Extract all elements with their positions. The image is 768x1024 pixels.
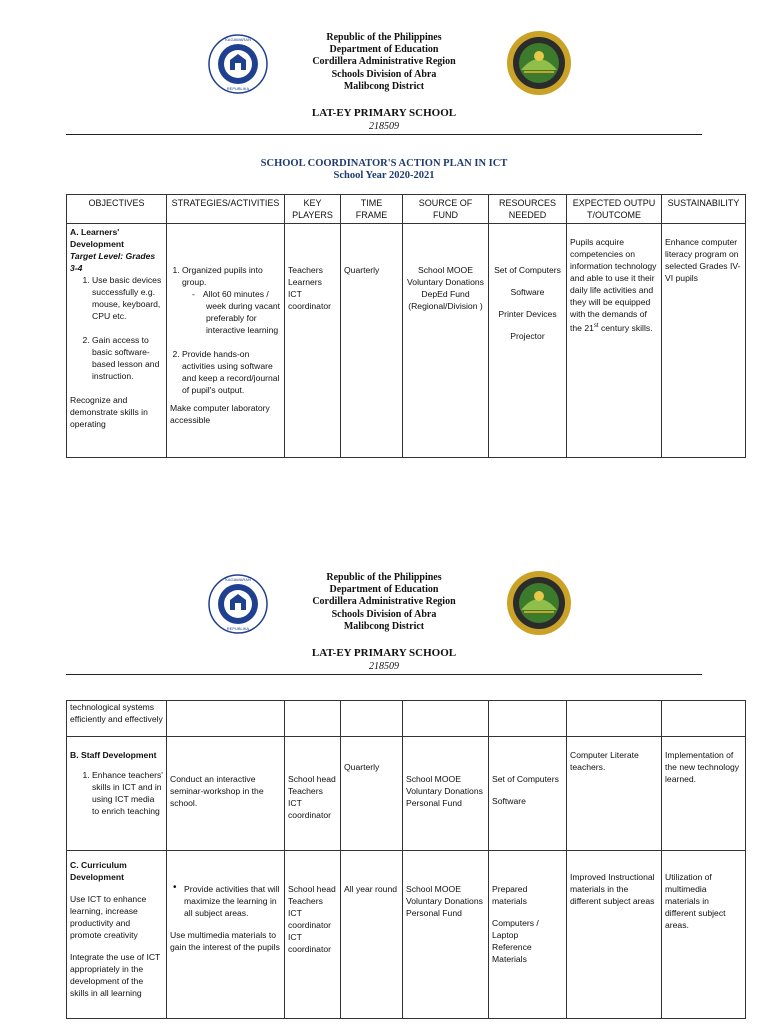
strategy-text: Organized pupils into group. <box>182 265 263 287</box>
player: Teachers <box>288 786 323 796</box>
list-item: 2. Provide hands-on activities using software and keep a record/journal of pupil's output. <box>182 348 281 396</box>
letterhead-line: Cordillera Administrative Region <box>312 56 456 68</box>
strategy-text: Conduct an interactive seminar-workshop in the school. <box>170 774 264 808</box>
sustainability-text: Implementation of the new technology learned. <box>665 750 740 784</box>
key-players-cell <box>285 224 341 458</box>
section-heading: A. Learners' Development <box>70 227 124 249</box>
resources-cell <box>489 851 567 1019</box>
header-sustainability: SUSTAINABILITY <box>662 195 746 224</box>
fund: DepEd Fund (Regional/Division ) <box>408 289 483 311</box>
strategies-cell <box>167 224 285 458</box>
svg-text:REPUBLIKA: REPUBLIKA <box>226 626 250 631</box>
fund: School MOOE <box>418 265 473 275</box>
expected-output-cell <box>567 737 662 851</box>
resource: Software <box>510 287 545 297</box>
header-divider <box>66 134 702 135</box>
fund: Voluntary Donations <box>406 896 483 906</box>
plan-heading: SCHOOL COORDINATOR'S ACTION PLAN IN ICT <box>260 158 508 169</box>
sustainability-cell <box>662 737 746 851</box>
school-year: School Year 2020-2021 <box>333 170 435 181</box>
strategy-text: Make computer laboratory accessible <box>170 403 270 425</box>
output-sup: st <box>593 323 599 329</box>
strategies-list <box>170 883 281 919</box>
school-id: 218509 <box>369 661 399 672</box>
svg-text:KAGAWARAN: KAGAWARAN <box>225 37 251 42</box>
key-players-cell <box>285 851 341 1019</box>
resources-cell <box>489 737 567 851</box>
resource: Reference Materials <box>492 942 532 964</box>
objective-text: Integrate the use of ICT appropriately in the development of the skills in all learning <box>70 952 161 998</box>
page-2 <box>0 540 768 1024</box>
player: School head <box>288 884 336 894</box>
header-objectives: OBJECTIVES <box>67 195 167 224</box>
table-row <box>67 851 746 1019</box>
letterhead-line: Cordillera Administrative Region <box>312 596 456 608</box>
sub-list <box>194 288 281 336</box>
letterhead-line: Republic of the Philippines <box>326 32 442 43</box>
resource: Software <box>492 796 526 806</box>
time-frame-cell <box>341 224 403 458</box>
school-name: LAT-EY PRIMARY SCHOOL <box>311 107 457 119</box>
list-item: 1. Use basic devices successfully e.g. mouse, keyboard, CPU etc. <box>92 274 163 322</box>
objective-text: Recognize and demonstrate skills in operating <box>70 395 148 429</box>
objectives-list <box>70 769 163 817</box>
letterhead-line: Schools Division of Abra <box>331 68 437 80</box>
letterhead-line: Republic of the Philippines <box>326 572 442 583</box>
time-frame: Quarterly <box>344 265 380 275</box>
player: ICT coordinator <box>288 908 331 930</box>
action-plan-table-continued <box>66 700 746 1019</box>
sub-list-item: - Allot 60 minutes / week during vacant preferably for interactive learning <box>206 288 281 336</box>
list-item <box>182 264 281 336</box>
sustainability-text: Utilization of multimedia materials in different subject areas. <box>665 872 726 930</box>
resource: Projector <box>510 331 545 341</box>
player: Teachers <box>288 896 323 906</box>
table-row <box>67 737 746 851</box>
strategies-cell <box>167 737 285 851</box>
letterhead-line: Department of Education <box>329 584 439 596</box>
player: Teachers <box>288 265 323 275</box>
time-frame: All year round <box>344 884 398 894</box>
resource: Computers / Laptop <box>492 918 539 940</box>
sustainability-cell <box>662 851 746 1019</box>
table-row <box>67 701 746 737</box>
letterhead <box>0 32 768 93</box>
objectives-cell <box>67 224 167 458</box>
strategies-cell <box>167 851 285 1019</box>
school-id: 218509 <box>369 121 399 132</box>
table-header-row <box>67 195 746 224</box>
player: ICT coordinator <box>288 289 331 311</box>
output-text-end: century skills. <box>600 322 653 333</box>
player: ICT coordinator <box>288 932 331 954</box>
action-plan-table <box>66 194 746 458</box>
expected-output-cell <box>567 224 662 458</box>
letterhead-line: Department of Education <box>329 44 439 56</box>
header-strategies: STRATEGIES/ACTIVITIES <box>167 195 285 224</box>
player: School head <box>288 774 336 784</box>
svg-text:REPUBLIKA: REPUBLIKA <box>226 86 250 91</box>
objectives-list <box>70 274 163 382</box>
resource: Set of Computers <box>492 774 559 784</box>
strategy-text: Use multimedia materials to gain the interest of the pupils <box>170 930 280 952</box>
header-time-frame: TIME FRAME <box>341 195 403 224</box>
sustainability-text: Enhance computer literacy program on selected Grades IV-VI pupils <box>665 237 741 283</box>
letterhead-line: Schools Division of Abra <box>331 608 437 620</box>
fund: Personal Fund <box>406 798 462 808</box>
fund: Voluntary Donations <box>407 277 484 287</box>
player: Learners <box>288 277 322 287</box>
resource: Prepared materials <box>492 884 528 906</box>
output-text: Computer Literate teachers. <box>570 750 639 772</box>
school-name: LAT-EY PRIMARY SCHOOL <box>311 647 457 659</box>
plan-title <box>0 158 768 182</box>
letterhead <box>0 572 768 633</box>
header-source-of-fund: SOURCE OF FUND <box>403 195 489 224</box>
list-item: • Provide activities that will maximize the learning in all subject areas. <box>184 883 281 919</box>
fund-cell <box>403 737 489 851</box>
header-divider <box>66 674 702 675</box>
section-heading: C. Curriculum Development <box>70 860 127 882</box>
resource: Set of Computers <box>494 265 561 275</box>
table-row <box>67 224 746 458</box>
svg-text:KAGAWARAN: KAGAWARAN <box>225 577 251 582</box>
key-players-cell <box>285 737 341 851</box>
objective-text: Use ICT to enhance learning, increase productivity and promote creativity <box>70 894 147 940</box>
header-key-players: KEY PLAYERS <box>285 195 341 224</box>
objectives-cell <box>67 851 167 1019</box>
sustainability-cell <box>662 224 746 458</box>
fund: School MOOE <box>406 774 461 784</box>
list-item: 1. Enhance teachers' skills in ICT and in using ICT media to enrich teaching <box>92 769 163 817</box>
time-frame-cell <box>341 737 403 851</box>
letterhead-line: Malibcong District <box>343 620 425 632</box>
output-text: Pupils acquire competencies on information technology and able to use it their daily life activities and they will be equipped with the demands of the 21 <box>570 237 657 333</box>
header-expected-output: EXPECTED OUTPUT/OUTCOME <box>567 195 662 224</box>
fund-cell <box>403 851 489 1019</box>
fund-cell <box>403 224 489 458</box>
resources-cell <box>489 224 567 458</box>
expected-output-cell <box>567 851 662 1019</box>
strategies-list <box>170 264 281 396</box>
time-frame-cell <box>341 851 403 1019</box>
letterhead-line: Malibcong District <box>343 80 425 92</box>
target-level: Target Level: Grades 3-4 <box>70 251 156 273</box>
section-heading: B. Staff Development <box>70 750 157 760</box>
time-frame: Quarterly <box>344 762 380 772</box>
header-resources: RESOURCES NEEDED <box>489 195 567 224</box>
fund: Voluntary Donations <box>406 786 483 796</box>
list-item: 2. Gain access to basic software-based lesson and instruction. <box>92 334 163 382</box>
fund: Personal Fund <box>406 908 462 918</box>
player: ICT coordinator <box>288 798 331 820</box>
resource: Printer Devices <box>498 309 557 319</box>
fund: School MOOE <box>406 884 461 894</box>
output-text: Improved Instructional materials in the different subject areas <box>570 872 655 906</box>
objectives-cell: technological systems efficiently and effectively <box>67 701 167 737</box>
objectives-cell <box>67 737 167 851</box>
